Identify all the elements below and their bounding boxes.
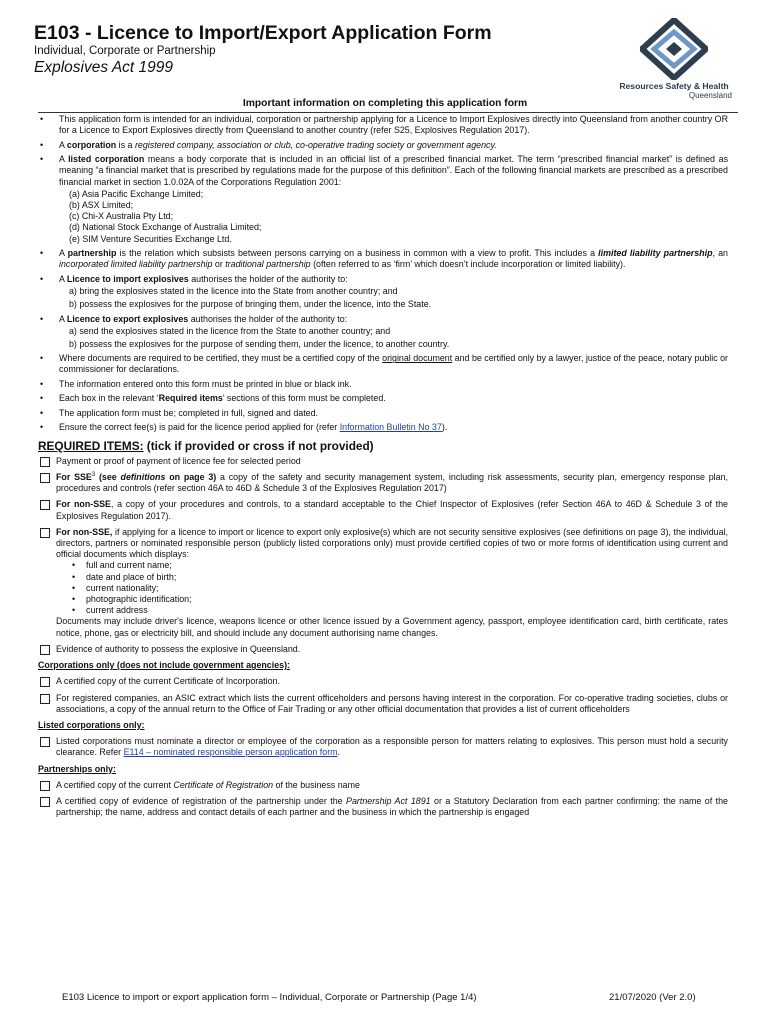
info-bullet-listed-corporation: • A listed corporation means a body corporate that is included in an official list of a prescribed financial market. The term “prescribed financial market” is defined as meaning “a financial market that is prescribed by regulations made for the purpose of this definition”. Each of the following financial markets are prescribed as a prescribed financial market in section 1.0.02A of the Corporations Regulation 2001: (a) Asia Pacific Exchange Limited; (b) ASX Limited; (c) Chi-X Australia Pty Ltd; (d) National Stock Exchange of Australia Limited; (e) SIM Venture Securities Exchange Ltd. (59, 154, 728, 245)
market-item: (b) ASX Limited; (69, 200, 134, 211)
logo-text-state: Queensland (688, 91, 732, 100)
rshq-logo (614, 18, 734, 100)
identification-detail: • date and place of birth; (72, 572, 728, 583)
export-item: b) possess the explosives for the purpose of sending them, under the licence, to another country. (69, 338, 450, 349)
authority-checkbox[interactable] (40, 645, 50, 655)
required-item-fee: Payment or proof of payment of licence fee for selected period (38, 456, 728, 467)
form-title: E103 - Licence to Import/Export Application Form (34, 22, 492, 44)
identification-detail: • full and current name; (72, 560, 728, 571)
required-item-non-sse-identification: For non-SSE, if applying for a licence to import or licence to export only explosive(s) which are not security sensitive explosives (see definitions on page 3), the individual, directors, partners or nominated responsible person (publicly listed corporations only) must provide certified copies of two or more forms of identification using current and official documents which displays: • full and current name; • date and place of birth; • current nationality; • photographic identification; • current address Documents may include driver's licence, weapons licence or other licence issued by a Government agency, passport, employee identification card, birth certificate, rates notice, phone, gas or electricity bill, and should include any document authorising name changes. (38, 527, 728, 639)
information-bulletin-link[interactable]: Information Bulletin No 37 (339, 422, 442, 433)
sse-checkbox[interactable] (40, 473, 50, 483)
info-bullet-completion: • The application form must be; completed in full, signed and dated. (59, 408, 728, 419)
partnership-item-registration: A certified copy of the current Certificate of Registration of the business name (38, 780, 728, 791)
listed-corporations-heading: Listed corporations only: (38, 719, 145, 730)
identification-detail: • current address (72, 605, 728, 616)
non-sse-procedures-checkbox[interactable] (40, 500, 50, 510)
act-name: Explosives Act 1999 (34, 59, 174, 76)
important-info-heading: Important information on completing this application form (242, 98, 528, 109)
info-bullet-scope: • This application form is intended for an individual, corporation or partnership applying for a Licence to Import Explosives directly into Queensland from another country OR for a Licence to Export Explosives directly from Queensland to another country (refer S25, Explosives Regulation 2017). (59, 114, 728, 136)
required-items-heading: REQUIRED ITEMS: (tick if provided or cross if not provided) (38, 438, 374, 453)
partnership-evidence-checkbox[interactable] (40, 797, 50, 807)
corporation-item-officeholders: For registered companies, an ASIC extract which lists the current officeholders and persons having interest in the corporation. For co-operative trading societies, clubs or associations, a copy of the annual return to the Office of Fair Trading or any other official documentation that provides a list of current officeholders (38, 693, 728, 715)
original-document-term: original document (382, 353, 453, 364)
incorporation-checkbox[interactable] (40, 677, 50, 687)
identification-detail: • photographic identification; (72, 594, 728, 605)
financial-markets-list (69, 189, 728, 245)
required-item-non-sse-procedures: For non-SSE, a copy of your procedures and controls, to a standard acceptable to the Chief Inspector of Explosives (refer Section 46A to 46D & Schedule 3 of the Explosives Regulation 2017). (38, 499, 728, 521)
import-item: b) possess the explosives for the purpose of bringing them, under the licence, into the State. (69, 299, 432, 310)
info-bullet-corporation: • A corporation is a registered company, association or club, co-operative trading society or government agency. (59, 140, 728, 151)
identification-detail: • current nationality; (72, 583, 728, 594)
required-item-sse: For SSE$^3$ (see definitions on page 3) a copy of the safety and security management system, including risk assessments, security plan, emergency response plan, procedures and controls (refer section 46A to 46D & Schedule 3 of the Explosives Regulation 2017) (38, 472, 728, 494)
market-item: (d) National Stock Exchange of Australia Limited; (69, 222, 262, 233)
fee-checkbox[interactable] (40, 457, 50, 467)
partnership-item-evidence: A certified copy of evidence of registration of the partnership under the Partnership Act 1891 or a Statutory Declaration from each partner confirming: the name of the partnership; the name, address and contact details of each partner and the business in which the partnership is engaged (38, 796, 728, 818)
info-bullet-export-licence: • A Licence to export explosives authorises the holder of the authority to: a) send the explosives stated in the licence from the State to another country; and b) possess the explosives for the purpose of sending them, under the licence, to another country. (59, 314, 728, 350)
info-bullet-required-items: • Each box in the relevant ‘Required items’ sections of this form must be completed. (59, 393, 728, 404)
market-item: (a) Asia Pacific Exchange Limited; (69, 188, 204, 199)
footer-form-reference: E103 Licence to import or export application form – Individual, Corporate or Partnership (Page 1/4) (62, 992, 477, 1003)
footer-version-date: 21/07/2020 (Ver 2.0) (609, 992, 696, 1003)
registration-checkbox[interactable] (40, 781, 50, 791)
import-item: a) bring the explosives stated in the licence into the State from another country; and (69, 286, 398, 297)
identification-note: Documents may include driver's licence, weapons licence or other licence issued by a Government agency, passport, employee identification card, birth certificate, rates notice, phone, gas or electricity bill, and should include any document authorising name changes. (56, 616, 728, 638)
market-item: (c) Chi-X Australia Pty Ltd; (69, 211, 174, 222)
export-item: a) send the explosives stated in the licence from the State to another country; and (69, 325, 391, 336)
form-body (38, 114, 728, 823)
diamond-logo-icon (640, 18, 708, 80)
form-subtitle: Individual, Corporate or Partnership (34, 45, 216, 57)
info-bullet-partnership: • A partnership is the relation which subsists between persons carrying on a business in common with a view to profit. This includes a limited liability partnership, an incorporated limited liability partnership or traditional partnership (often referred to as ‘firm’ which doesn’t include incorporation or limited liability). (59, 248, 728, 270)
info-bullet-certified-documents: • Where documents are required to be certified, they must be a certified copy of the original document and be certified only by a lawyer, justice of the peace, notary public or commissioner for declarations. (59, 353, 728, 375)
market-item: (e) SIM Venture Securities Exchange Ltd. (69, 233, 232, 244)
listed-item-responsible-person: Listed corporations must nominate a director or employee of the corporation as a responsible person for matters relating to explosives. This person must hold a security clearance. Refer E114 – nominated responsible person application form. (38, 736, 728, 758)
export-licence-items (69, 326, 728, 350)
non-sse-identification-checkbox[interactable] (40, 528, 50, 538)
logo-text-main: Resources Safety & Health (619, 81, 729, 91)
info-bullet-fees: • Ensure the correct fee(s) is paid for the licence period applied for (refer Information Bulletin No 37). (59, 422, 728, 433)
identification-details-list (72, 560, 728, 616)
import-licence-items (69, 286, 728, 310)
e114-form-link[interactable]: E114 – nominated responsible person application form (123, 747, 338, 758)
officeholders-checkbox[interactable] (40, 694, 50, 704)
corporations-heading: Corporations only (does not include government agencies): (38, 660, 290, 671)
partnerships-heading: Partnerships only: (38, 763, 116, 774)
info-bullet-ink: • The information entered onto this form must be printed in blue or black ink. (59, 379, 728, 390)
important-info-list (38, 114, 728, 434)
required-item-authority: Evidence of authority to possess the explosive in Queensland. (38, 644, 728, 655)
responsible-person-checkbox[interactable] (40, 737, 50, 747)
info-bullet-import-licence: • A Licence to import explosives authorises the holder of the authority to: a) bring the explosives stated in the licence into the State from another country; and b) possess the explosives for the purpose of bringing them, under the licence, into the State. (59, 274, 728, 310)
heading-divider (38, 112, 738, 113)
corporation-item-incorporation: A certified copy of the current Certificate of Incorporation. (38, 676, 728, 687)
